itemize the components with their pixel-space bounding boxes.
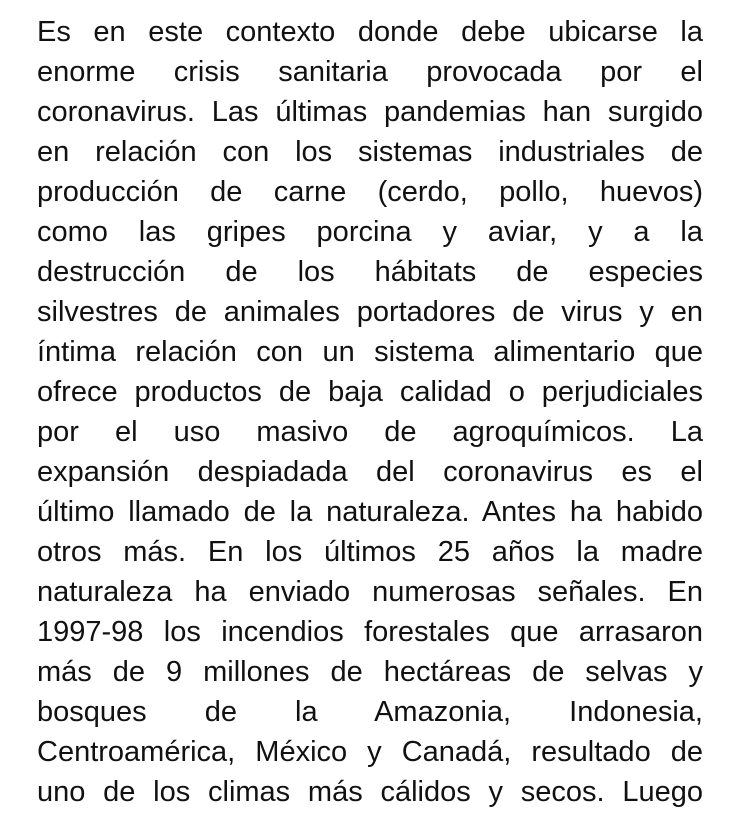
text-line: íntima relación con un sistema alimentario que xyxy=(37,336,703,368)
text-line: coronavirus. Las últimas pandemias han surgido xyxy=(37,96,703,128)
text-line: enorme crisis sanitaria provocada por el xyxy=(37,56,703,88)
paragraph xyxy=(37,12,703,812)
text-line: destrucción de los hábitats de especies xyxy=(37,256,703,288)
text-line: uno de los climas más cálidos y secos. Luego xyxy=(37,776,703,808)
text-line: Centroamérica, México y Canadá, resultado de xyxy=(37,736,703,768)
text-line: expansión despiadada del coronavirus es el xyxy=(37,456,703,488)
text-line: 1997-98 los incendios forestales que arrasaron xyxy=(37,616,703,648)
text-line: producción de carne (cerdo, pollo, huevos) xyxy=(37,176,703,208)
text-line: ofrece productos de baja calidad o perjudiciales xyxy=(37,376,703,408)
text-line: bosques de la Amazonia, Indonesia, xyxy=(37,696,703,728)
text-line: último llamado de la naturaleza. Antes ha habido xyxy=(37,496,703,528)
text-line: silvestres de animales portadores de virus y en xyxy=(37,296,703,328)
text-line: en relación con los sistemas industriales de xyxy=(37,136,703,168)
text-line: por el uso masivo de agroquímicos. La xyxy=(37,416,703,448)
text-line: Es en este contexto donde debe ubicarse la xyxy=(37,16,703,48)
text-line: otros más. En los últimos 25 años la madre xyxy=(37,536,703,568)
text-line: como las gripes porcina y aviar, y a la xyxy=(37,216,703,248)
text-line: más de 9 millones de hectáreas de selvas y xyxy=(37,656,703,688)
text-line: naturaleza ha enviado numerosas señales. En xyxy=(37,576,703,608)
